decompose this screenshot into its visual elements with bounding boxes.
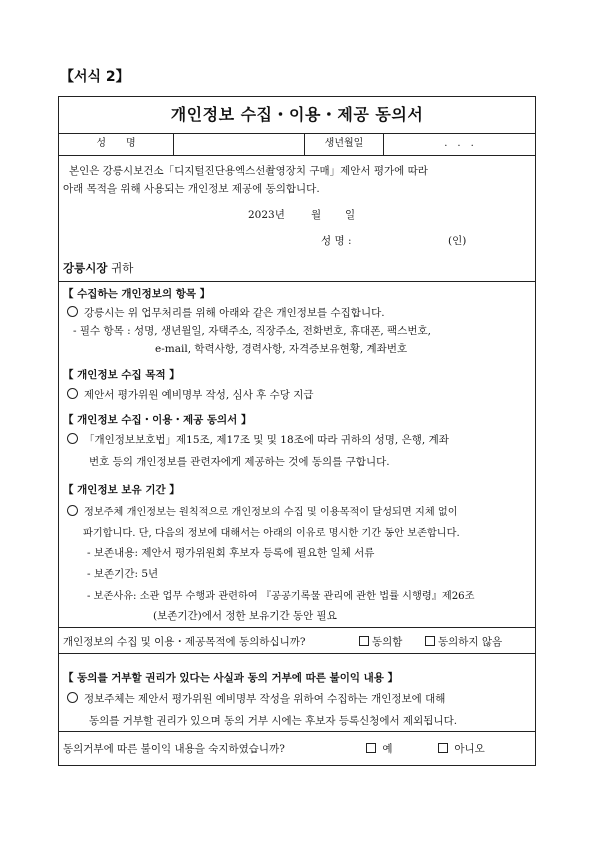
section-text: 정보주체 개인정보는 원칙적으로 개인정보의 수집 및 이용목적이 달성되면 지체 없이 bbox=[67, 503, 458, 518]
section-text: 동의를 거부할 권리가 있으며 동의 거부 시에는 후보자 등록신청에서 제외됩니다. bbox=[89, 715, 458, 727]
form-title: 개인정보 수집・이용・제공 동의서 bbox=[170, 105, 424, 124]
agree-option[interactable]: 동의함 bbox=[359, 634, 402, 649]
section-text: 제안서 평가위원 예비명부 작성, 심사 후 수당 지급 bbox=[67, 387, 314, 402]
date-month: 월 bbox=[311, 209, 322, 221]
date-day: 일 bbox=[345, 209, 356, 221]
checkbox-icon[interactable] bbox=[438, 743, 448, 753]
birth-label: 생년월일 bbox=[324, 138, 364, 149]
section-text: e-mail, 학력사항, 경력사항, 자격증보유현황, 계좌번호 bbox=[155, 343, 408, 355]
no-option[interactable]: 아니오 bbox=[438, 741, 485, 756]
section-text: 파기합니다. 단, 다음의 정보에 대해서는 아래의 이유로 명시한 기간 동안 보존합니다. bbox=[83, 528, 460, 539]
yes-option[interactable]: 예 bbox=[366, 741, 393, 756]
section-heading-purpose: 【 개인정보 수집 목적 】 bbox=[63, 369, 180, 381]
section-text: 강릉시는 위 업무처리를 위해 아래와 같은 개인정보를 수집합니다. bbox=[67, 305, 385, 320]
sign-seal: (인) bbox=[448, 235, 467, 247]
circle-bullet-icon bbox=[67, 433, 78, 444]
section-heading-refusal-right: 【 동의를 거부할 권리가 있다는 사실과 동의 거부에 따른 불이익 내용 】 bbox=[63, 672, 399, 684]
sign-label: 성 명 : bbox=[321, 235, 352, 247]
consent-line-1: 본인은 강릉시보건소「디지털진단용엑스선촬영장치 구매」제안서 평가에 따라 bbox=[69, 165, 428, 177]
section-text: - 보존사유: 소관 업무 수행과 관련하여 『공공기록물 관리에 관한 법률 시행령』제26조 bbox=[87, 591, 475, 602]
divider bbox=[59, 731, 535, 732]
checkbox-icon[interactable] bbox=[425, 636, 435, 646]
form-label: 【서식 2】 bbox=[60, 69, 130, 85]
section-text: 「개인정보보호법」제15조, 제17조 및 및 18조에 따라 귀하의 성명, 은행, 계좌 bbox=[67, 432, 449, 447]
divider bbox=[59, 155, 535, 156]
section-heading-collected-items: 【 수집하는 개인정보의 항목 】 bbox=[63, 288, 211, 300]
section-text: 번호 등의 개인정보를 관련자에게 제공하는 것에 동의를 구합니다. bbox=[89, 456, 390, 468]
section-text: - 보존기간: 5년 bbox=[87, 568, 159, 580]
birth-field[interactable]: . . . bbox=[444, 138, 474, 149]
section-text: (보존기간)에서 정한 보유기간 동안 필요 bbox=[153, 610, 337, 622]
section-text: - 보존내용: 제안서 평가위원회 후보자 등록에 필요한 일체 서류 bbox=[87, 547, 375, 559]
date-year: 2023년 bbox=[248, 209, 285, 221]
recipient-name: 강릉시장 bbox=[63, 261, 108, 275]
name-field[interactable] bbox=[174, 134, 303, 154]
section-heading-consent: 【 개인정보 수집・이용・제공 동의서 】 bbox=[63, 414, 252, 426]
question-consent: 개인정보의 수집 및 이용・제공목적에 동의하십니까? bbox=[63, 636, 306, 648]
checkbox-icon[interactable] bbox=[366, 743, 376, 753]
circle-bullet-icon bbox=[67, 388, 78, 399]
name-label: 성 명 bbox=[96, 138, 136, 149]
recipient bbox=[63, 260, 133, 276]
circle-bullet-icon bbox=[67, 306, 78, 317]
consent-line-2: 아래 목적을 위해 사용되는 개인정보 제공에 동의합니다. bbox=[63, 183, 320, 195]
disagree-option[interactable]: 동의하지 않음 bbox=[425, 634, 502, 649]
consent-form bbox=[58, 96, 536, 766]
divider bbox=[59, 627, 535, 628]
question-acknowledge: 동의거부에 따른 불이익 내용을 숙지하였습니까? bbox=[63, 743, 285, 755]
section-text: 정보주체는 제안서 평가위원 예비명부 작성을 위하여 수집하는 개인정보에 대해 bbox=[67, 691, 445, 706]
divider bbox=[59, 281, 535, 282]
checkbox-icon[interactable] bbox=[359, 636, 369, 646]
divider bbox=[59, 653, 535, 654]
circle-bullet-icon bbox=[67, 692, 78, 703]
section-heading-retention: 【 개인정보 보유 기간 】 bbox=[63, 484, 180, 496]
recipient-suffix: 귀하 bbox=[111, 261, 134, 275]
circle-bullet-icon bbox=[67, 505, 78, 516]
section-text: - 필수 항목 : 성명, 생년월일, 자택주소, 직장주소, 전화번호, 휴대폰, 팩스번호, bbox=[73, 325, 431, 337]
